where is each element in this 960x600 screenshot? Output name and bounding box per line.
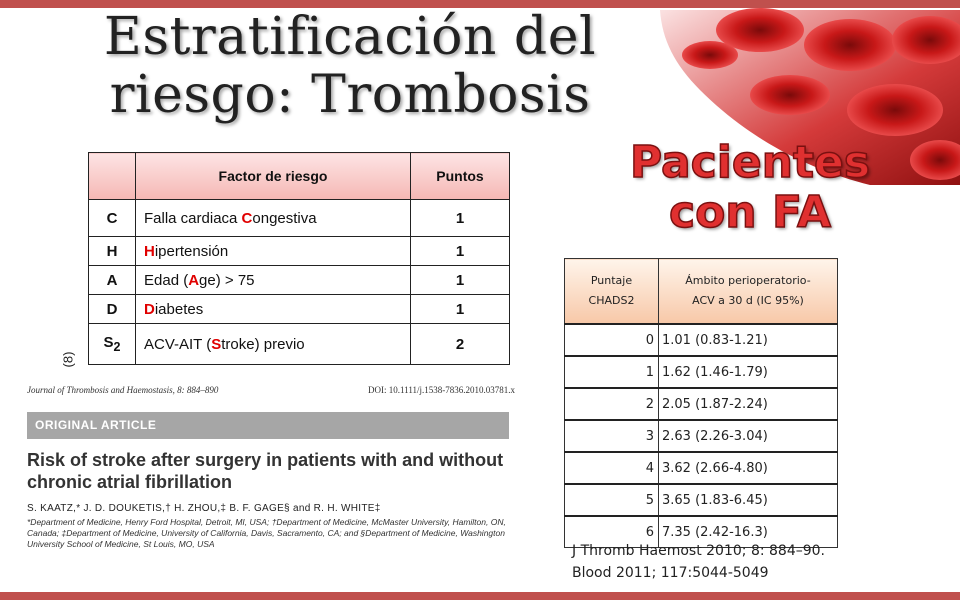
article-affiliations: *Department of Medicine, Henry Ford Hospital, Detroit, MI, USA; †Department of Medicine, McMaster University, Hamilton, ON, Canada; ‡Department of Medicine, University of California, Davis, Sacramento, CA; and §Department of Medicine, Washington University School of Medicine, St Louis, MO, USA bbox=[27, 517, 506, 549]
table-row bbox=[565, 324, 838, 356]
row-risk: 3.65 (1.83-6.45) bbox=[659, 484, 838, 516]
row-score: 1 bbox=[565, 356, 659, 388]
chads2-table bbox=[564, 258, 838, 548]
slide-subtitle bbox=[610, 138, 890, 238]
row-score: 6 bbox=[565, 516, 659, 548]
table-row bbox=[565, 452, 838, 484]
row-points: 1 bbox=[411, 200, 510, 237]
row-risk: 7.35 (2.42-16.3) bbox=[659, 516, 838, 548]
doi-text: DOI: 10.1111/j.1538-7836.2010.03781.x bbox=[368, 385, 515, 395]
slide-title-line2: riesgo: Trombosis bbox=[109, 65, 591, 125]
bottom-accent-bar bbox=[0, 592, 960, 600]
row-score: 5 bbox=[565, 484, 659, 516]
slide-title-line1: Estratificación del bbox=[103, 7, 597, 67]
header-score: Puntaje CHADS2 bbox=[565, 259, 659, 325]
row-points: 1 bbox=[411, 266, 510, 295]
slide-title bbox=[60, 8, 640, 124]
header-code bbox=[89, 153, 136, 200]
slide-subtitle-line1: Pacientes bbox=[629, 137, 871, 188]
header-factor: Factor de riesgo bbox=[136, 153, 411, 200]
row-code: C bbox=[89, 200, 136, 237]
article-type-label: ORIGINAL ARTICLE bbox=[35, 418, 157, 432]
row-risk: 1.01 (0.83-1.21) bbox=[659, 324, 838, 356]
table-row bbox=[565, 420, 838, 452]
table-row bbox=[89, 237, 510, 266]
table-row bbox=[565, 388, 838, 420]
row-code: $S_2$ bbox=[89, 324, 136, 365]
table-header-row bbox=[89, 153, 510, 200]
table-row bbox=[89, 266, 510, 295]
row-factor: Diabetes bbox=[136, 295, 411, 324]
row-factor: Edad (Age) > 75 bbox=[136, 266, 411, 295]
article-title: Risk of stroke after surgery in patients with and without chronic atrial fibrillation bbox=[27, 450, 504, 492]
risk-factor-table bbox=[88, 152, 510, 365]
row-risk: 3.62 (2.66-4.80) bbox=[659, 452, 838, 484]
row-code: A bbox=[89, 266, 136, 295]
reference-item: J Thromb Haemost 2010; 8: 884–90. bbox=[572, 543, 826, 559]
row-risk: 1.62 (1.46-1.79) bbox=[659, 356, 838, 388]
row-code: D bbox=[89, 295, 136, 324]
row-score: 3 bbox=[565, 420, 659, 452]
table-row bbox=[89, 200, 510, 237]
header-points: Puntos bbox=[411, 153, 510, 200]
table-row bbox=[89, 324, 510, 365]
table-row bbox=[565, 356, 838, 388]
row-factor: Hipertensión bbox=[136, 237, 411, 266]
journal-citation: Journal of Thrombosis and Haemostasis, 8: 884–890 bbox=[27, 385, 219, 395]
row-points: 1 bbox=[411, 295, 510, 324]
row-risk: 2.63 (2.26-3.04) bbox=[659, 420, 838, 452]
side-reference-label: (8) bbox=[60, 351, 76, 368]
article-authors: S. KAATZ,* J. D. DOUKETIS,† H. ZHOU,‡ B. F. GAGE§ and R. H. WHITE‡ bbox=[27, 503, 381, 514]
row-score: 0 bbox=[565, 324, 659, 356]
table-row bbox=[89, 295, 510, 324]
row-factor: ACV-AIT (Stroke) previo bbox=[136, 324, 411, 365]
header-risk: Ámbito perioperatorio- ACV a 30 d (IC 95%) bbox=[659, 259, 838, 325]
reference-item: Blood 2011; 117:5044-5049 bbox=[572, 565, 769, 581]
row-points: 1 bbox=[411, 237, 510, 266]
table-header-row bbox=[565, 259, 838, 325]
row-score: 4 bbox=[565, 452, 659, 484]
article-type-bar bbox=[27, 412, 509, 439]
row-score: 2 bbox=[565, 388, 659, 420]
table-row bbox=[565, 484, 838, 516]
row-factor: Falla cardiaca Congestiva bbox=[136, 200, 411, 237]
references bbox=[572, 540, 825, 584]
row-risk: 2.05 (1.87-2.24) bbox=[659, 388, 838, 420]
row-code: H bbox=[89, 237, 136, 266]
slide-subtitle-line2: con FA bbox=[668, 187, 831, 238]
row-points: 2 bbox=[411, 324, 510, 365]
